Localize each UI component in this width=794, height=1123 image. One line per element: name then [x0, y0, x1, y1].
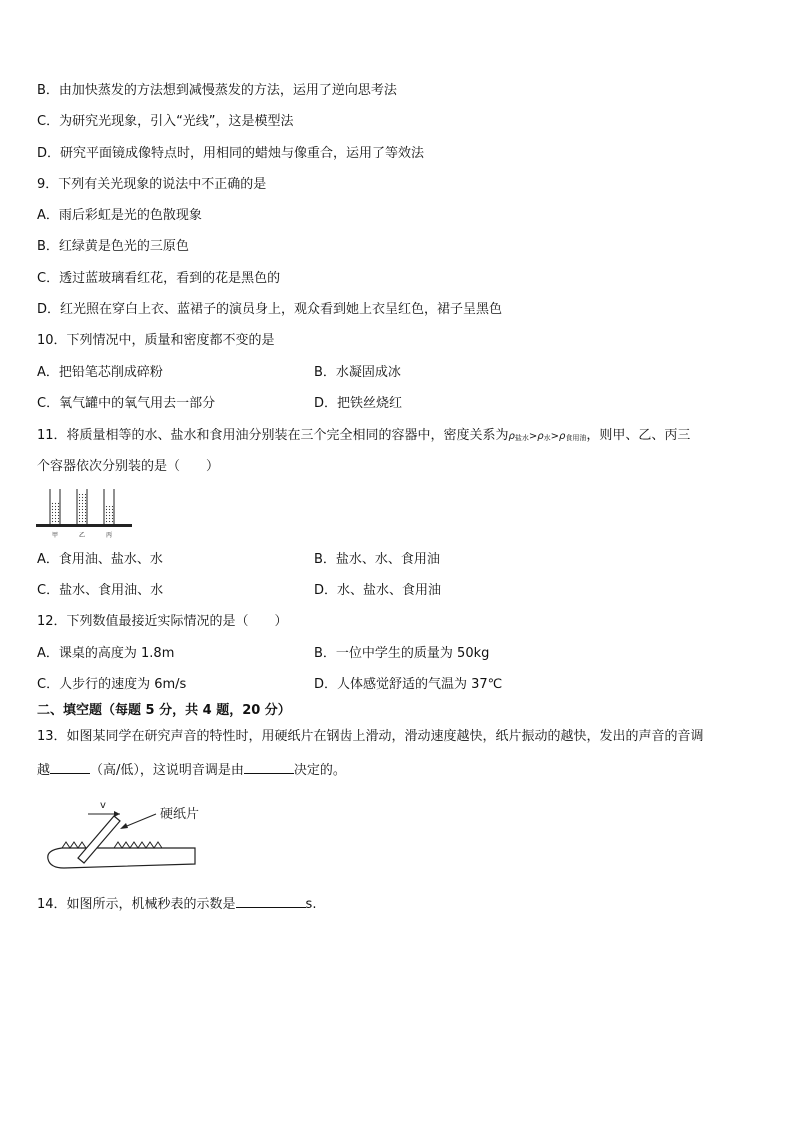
q10-stem: 10．下列情况中，质量和密度都不变的是	[37, 333, 275, 348]
q11-stem-line2: 个容器依次分别装的是（ ）	[37, 459, 220, 474]
answer-blank	[244, 760, 294, 774]
density-greater: >ρ	[528, 431, 544, 442]
q9-option-d: D．红光照在穿白上衣、蓝裙子的演员身上，观众看到她上衣呈红色，裙子呈黑色	[37, 302, 503, 317]
q8-option-b: B．由加快蒸发的方法想到减慢蒸发的方法，运用了逆向思考法	[37, 83, 397, 98]
q14-text-pre: 14．如图所示，机械秒表的示数是	[37, 897, 236, 912]
answer-blank	[50, 760, 90, 774]
q10-option-a: A．把铅笔芯削成碎粉	[37, 365, 163, 380]
q12-option-c: C．人步行的速度为 6m/s	[37, 677, 187, 692]
q14-stem	[37, 894, 316, 914]
q12-stem: 12．下列数值最接近实际情况的是（ ）	[37, 614, 288, 629]
q13-stem-line1: 13．如图某同学在研究声音的特性时，用硬纸片在钢齿上滑动，滑动速度越快，纸片振动的越快，发出的声音的音调	[37, 729, 704, 744]
q9-stem: 9．下列有关光现象的说法中不正确的是	[37, 177, 267, 192]
velocity-label: v	[100, 800, 106, 811]
q13-text-post: 决定的。	[293, 763, 346, 778]
q13-stem-line2	[37, 760, 346, 780]
q11-stem-text: 11．将质量相等的水、盐水和食用油分别装在三个完全相同的容器中，密度关系为	[37, 428, 509, 443]
q11-option-c: C．盐水、食用油、水	[37, 583, 164, 598]
q9-option-a: A．雨后彩虹是光的色散现象	[37, 208, 202, 223]
density-symbol: ρ	[508, 431, 515, 442]
container-label-jia: 甲	[51, 532, 59, 539]
three-containers-figure	[36, 484, 134, 540]
answer-blank	[236, 894, 306, 908]
q9-option-b: B．红绿黄是色光的三原色	[37, 239, 189, 254]
container-label-bing: 丙	[105, 532, 113, 539]
section-heading-fill-in: 二、填空题（每题 5 分，共 4 题，20 分）	[37, 703, 291, 718]
q10-option-c: C．氧气罐中的氧气用去一部分	[37, 396, 216, 411]
q11-option-b: B．盐水、水、食用油	[314, 552, 440, 567]
container-label-yi: 乙	[78, 532, 86, 539]
density-greater: >ρ	[550, 431, 566, 442]
q14-text-post: s.	[305, 897, 317, 912]
q12-option-a: A．课桌的高度为 1.8m	[37, 646, 175, 661]
q11-option-d: D．水、盐水、食用油	[314, 583, 442, 598]
q12-option-b: B．一位中学生的质量为 50kg	[314, 646, 490, 661]
q13-text-mid: （高/低），这说明音调是由	[90, 763, 244, 778]
card-label: 硬纸片	[160, 807, 200, 822]
q11-option-a: A．食用油、盐水、水	[37, 552, 163, 567]
q9-option-c: C．透过蓝玻璃看红花，看到的花是黑色的	[37, 271, 281, 286]
q12-option-d: D．人体感觉舒适的气温为 37℃	[314, 677, 503, 692]
density-subscript-saltwater: 盐水	[514, 434, 529, 442]
q11-stem-tail: ，则甲、乙、丙三	[586, 428, 691, 443]
q11-stem-line1	[37, 427, 690, 447]
density-subscript-water: 水	[543, 434, 551, 442]
q8-option-d: D．研究平面镜成像特点时，用相同的蜡烛与像重合，运用了等效法	[37, 146, 425, 161]
q10-option-b: B．水凝固成冰	[314, 365, 401, 380]
q10-option-d: D．把铁丝烧红	[314, 396, 403, 411]
density-subscript-oil: 食用油	[565, 434, 587, 442]
q13-text-pre: 越	[37, 763, 51, 778]
q8-option-c: C．为研究光现象，引入“光线”，这是模型法	[37, 114, 294, 129]
card-on-gear-figure	[40, 792, 210, 878]
